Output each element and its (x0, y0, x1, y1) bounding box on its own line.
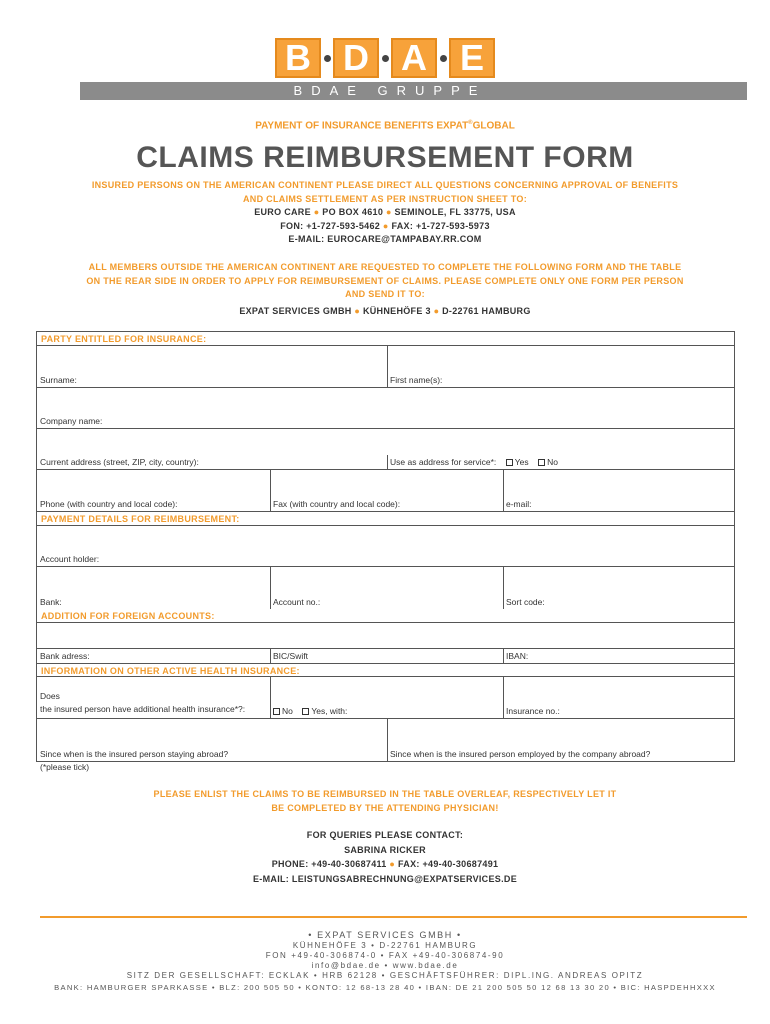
additional-insurance-options: No Yes, with: (270, 677, 503, 718)
use-as-address-row: Use as address for service*: Yes No (390, 457, 558, 467)
footer-registry: SITZ DER GESELLSCHAFT: ECKLAK • HRB 62128 • GESCHÄFTSFÜHRER: DIPL.ING. ANDREAS OPITZ (126, 971, 644, 980)
iban-field[interactable]: IBAN: (506, 651, 529, 661)
account-no-field[interactable]: Account no.: (273, 597, 321, 607)
logo-letter-e: E (449, 38, 495, 78)
insurance-no-checkbox[interactable] (273, 708, 280, 715)
contact-block: FOR QUERIES PLEASE CONTACT: SABRINA RICKER PHONE: +49-40-30687411 ● FAX: +49-40-30687491 E-MAIL: LEISTUNGSABRECHNUNG@EXPATSERVICES.DE (253, 830, 517, 884)
footer-bank: BANK: HAMBURGER SPARKASSE • BLZ: 200 505 50 • KONTO: 12 68-13 28 40 • IBAN: DE 21 200 505 50 12 68 13 30 20 • BIC: HASPDEHHXXX (54, 983, 716, 992)
phone-field[interactable]: Phone (with country and local code): (40, 499, 178, 509)
section-payment: PAYMENT DETAILS FOR REIMBURSEMENT: (37, 512, 734, 526)
bank-field[interactable]: Bank: (40, 597, 62, 607)
logo-letter-d: D (333, 38, 379, 78)
bic-field[interactable]: BIC/Swift (273, 651, 308, 661)
since-employed-field[interactable]: Since when is the insured person employed by the company abroad? (390, 749, 651, 759)
logo-dot (440, 55, 447, 62)
bank-address-field[interactable]: Bank adress: (40, 651, 90, 661)
outside-instructions: ALL MEMBERS OUTSIDE THE AMERICAN CONTINENT ARE REQUESTED TO COMPLETE THE FOLLOWING FORM AND THE TABLE ON THE REAR SIDE IN ORDER TO APPLY FOR REIMBURSEMENT OF CLAIMS. PLEASE COMPLETE ONLY ONE FORM PER PERSON AND SEND IT TO: EXPAT SERVICES GMBH ● KÜHNEHÖFE 3 ● D-22761 HAMBURG (86, 262, 684, 316)
logo-letter-b: B (275, 38, 321, 78)
footer-web: info@bdae.de • www.bdae.de (311, 961, 459, 970)
since-abroad-field[interactable]: Since when is the insured person staying abroad? (40, 749, 229, 759)
company-name-field[interactable]: Company name: (40, 416, 103, 426)
use-address-no-checkbox[interactable] (538, 459, 545, 466)
footer-company: • EXPAT SERVICES GMBH • (308, 930, 462, 940)
tick-note: (*please tick) (40, 762, 90, 772)
logo-dot (324, 55, 331, 62)
sort-code-field[interactable]: Sort code: (506, 597, 545, 607)
insurance-no-field[interactable]: Insurance no.: (506, 706, 560, 716)
american-instructions: INSURED PERSONS ON THE AMERICAN CONTINENT PLEASE DIRECT ALL QUESTIONS CONCERNING APPROVAL OF BENEFITS AND CLAIMS SETTLEMENT AS PER INSTRUCTION SHEET TO: EURO CARE ● PO BOX 4610 ● SEMINOLE, FL 33775, USA FON: +1-727-593-5462 ● FAX: +1-727-593-5973 E-MAIL: EUROCARE@TAMPABAY.RR.COM (91, 180, 679, 244)
footer-phone: FON +49-40-306874-0 • FAX +49-40-306874-90 (265, 951, 505, 960)
gruppe-label: BDAE GRUPPE (270, 82, 510, 100)
additional-insurance-question: Does the insured person have additional health insurance*?: (40, 691, 246, 714)
footer-address: KÜHNEHÖFE 3 • D-22761 HAMBURG (292, 941, 478, 950)
form-subtitle: PAYMENT OF INSURANCE BENEFITS EXPAT®GLOBAL (255, 120, 515, 132)
insurance-yes-checkbox[interactable] (302, 708, 309, 715)
section-party: PARTY ENTITLED FOR INSURANCE: (37, 332, 734, 346)
fax-field[interactable]: Fax (with country and local code): (273, 499, 401, 509)
enlist-instructions: PLEASE ENLIST THE CLAIMS TO BE REIMBURSED IN THE TABLE OVERLEAF, RESPECTIVELY LET IT BE COMPLETED BY THE ATTENDING PHYSICIAN! (153, 789, 617, 813)
account-holder-field[interactable]: Account holder: (40, 554, 100, 564)
bdae-logo (275, 36, 495, 80)
logo-dot (382, 55, 389, 62)
email-field[interactable]: e-mail: (506, 499, 532, 509)
use-address-yes-checkbox[interactable] (506, 459, 513, 466)
footer-divider (40, 916, 747, 918)
section-foreign: ADDITION FOR FOREIGN ACCOUNTS: (37, 609, 734, 623)
logo-letter-a: A (391, 38, 437, 78)
current-address-field[interactable]: Current address (street, ZIP, city, country): (40, 457, 199, 467)
surname-field[interactable]: Surname: (40, 375, 77, 385)
section-other-insurance: INFORMATION ON OTHER ACTIVE HEALTH INSURANCE: (37, 663, 734, 677)
claims-form (36, 331, 735, 762)
page-title: CLAIMS REIMBURSEMENT FORM (136, 141, 634, 174)
first-names-field[interactable]: First name(s): (390, 375, 443, 385)
